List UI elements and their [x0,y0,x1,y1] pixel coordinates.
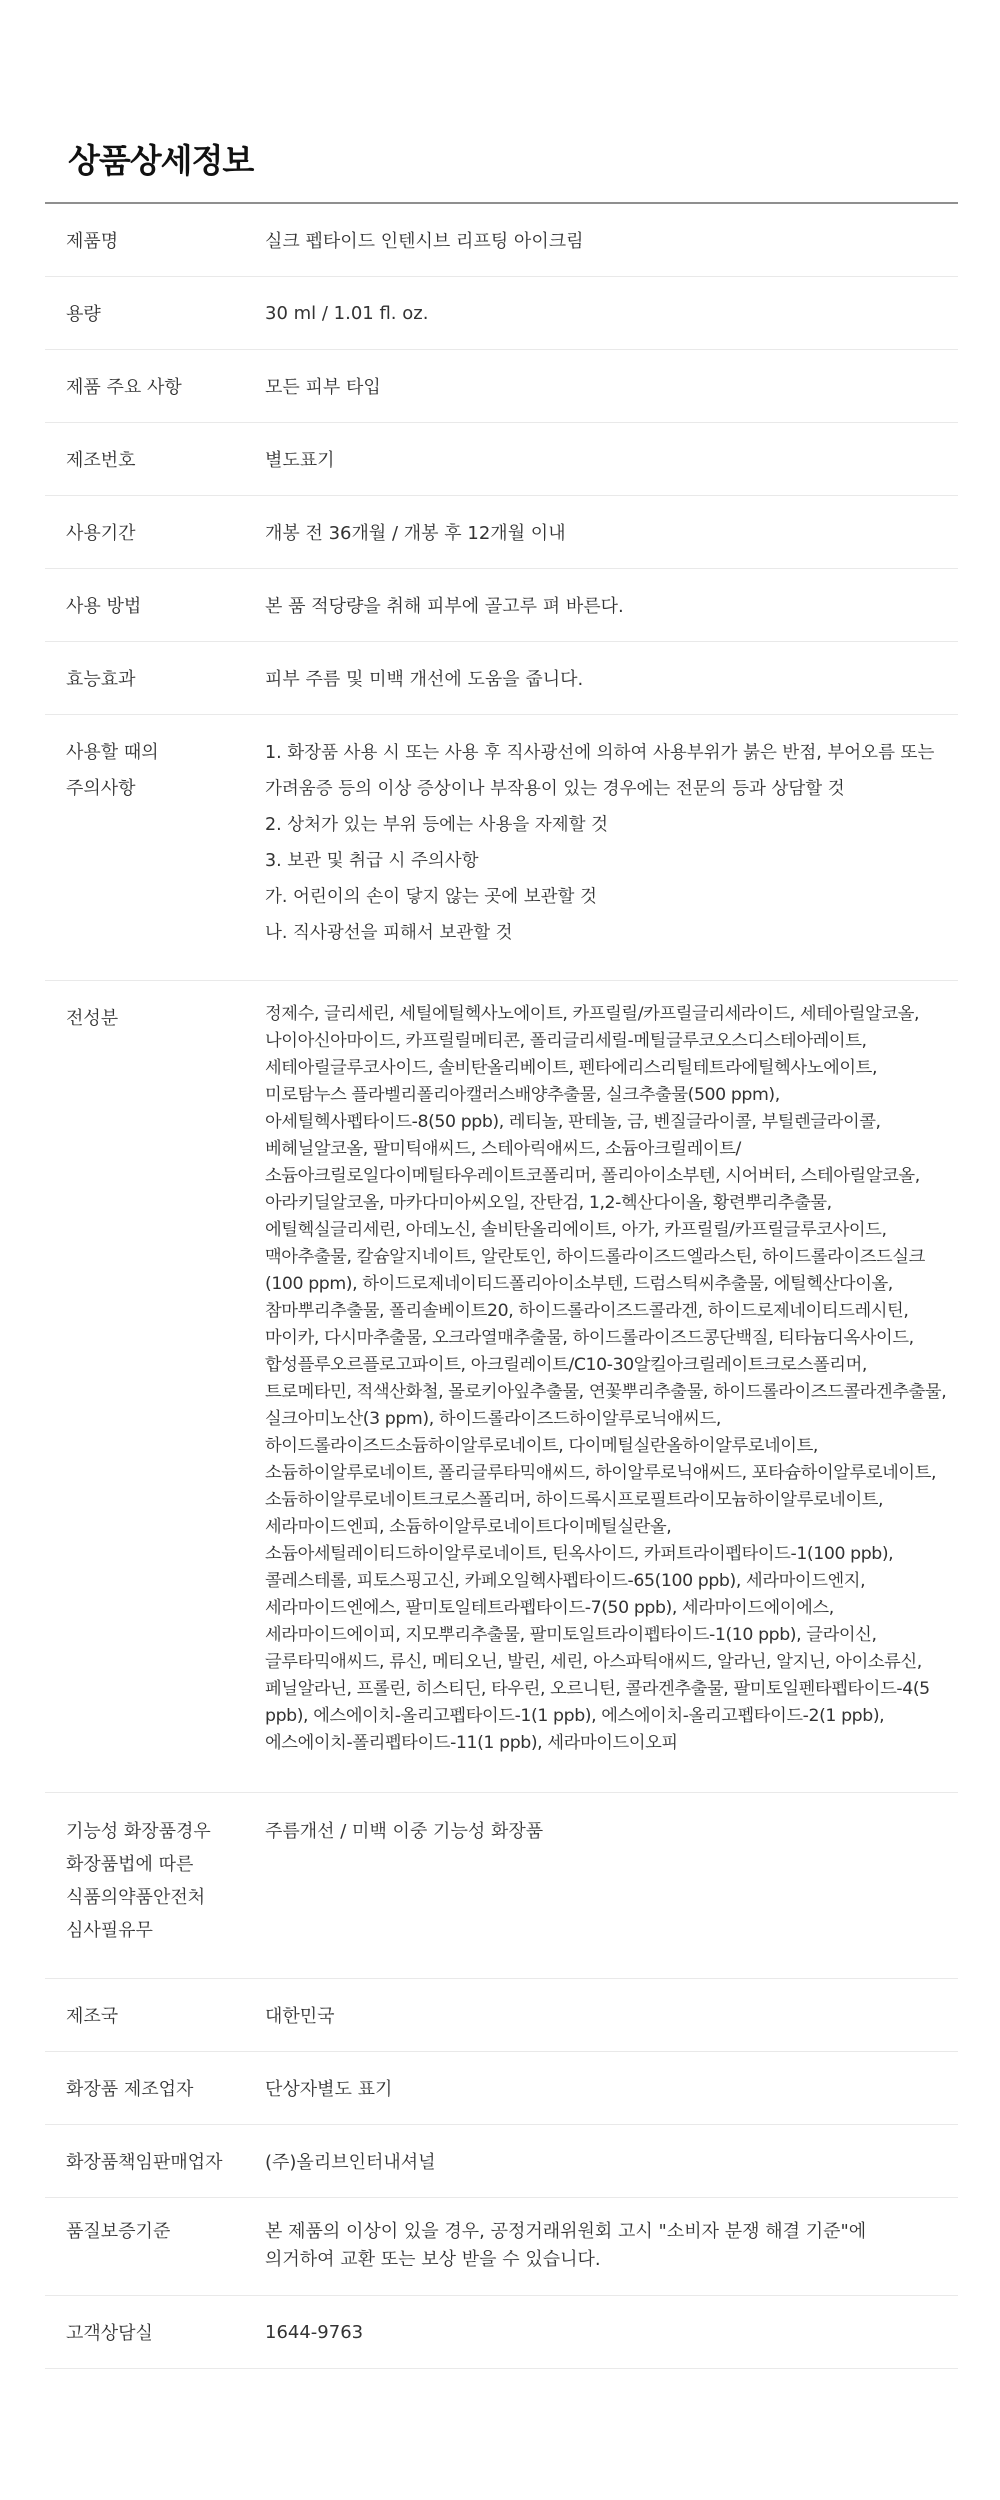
row-label-line: 화장품법에 따른 [66,1854,194,1875]
row-value: 피부 주름 및 미백 개선에 도움을 줍니다. [265,669,584,690]
row-value: 단상자별도 표기 [265,2079,393,2100]
row-label: 제조번호 [66,450,136,471]
row-label-line: 심사필유무 [66,1920,153,1941]
row-value [265,2218,958,2274]
customer-service-phone: 1644-9763 [265,2321,364,2343]
row-functional-cosmetic [45,1793,958,1979]
row-value [265,735,958,951]
row-label: 제품명 [66,231,119,252]
page-title: 상품상세정보 [68,141,254,180]
row-lot-number [45,423,958,496]
row-customer-service [45,2296,958,2369]
row-label-line: 식품의약품안전처 [66,1887,206,1908]
row-label: 화장품책임판매업자 [66,2152,223,2173]
row-usage-period [45,496,958,569]
ingredients-text: 정제수, 글리세린, 세틸에틸헥사노에이트, 카프릴릴/카프릴글리세라이드, 세테아릴알코올, 나이아신아마이드, 카프릴릴메티콘, 폴리글리세릴-메틸글루코오스디스테아레이트, 세테아릴글루코사이드, 솔비탄올리베이트, 펜타에리스리틸테트라에틸헥사노에이트, 미로탐누스 플라벨리폴리아캘러스배양추출물, 실크추출물(500 ppm), 아세틸헥사펩타이드-8(50 ppb), 레티놀, 판테놀, 금, 벤질글라이콜, 부틸렌글라이콜, 베헤닐알코올, 팔미틱애씨드, 스테아릭애씨드, 소듐아크릴레이트/소듐아크릴로일다이메틸타우레이트코폴리머, 폴리아이소부텐, 시어버터, 스테아릴알코올, 아라키딜알코올, 마카다미아씨오일, 잔탄검, 1,2-헥산다이올, 황련뿌리추출물, 에틸헥실글리세린, 아데노신, 솔비탄올리에이트, 아가, 카프릴릴/카프릴글루코사이드, 맥아추출물, 칼슘알지네이트, 알란토인, 하이드롤라이즈드엘라스틴, 하이드롤라이즈드실크(100 ppm), 하이드로제네이티드폴리아이소부텐, 드럼스틱씨추출물, 에틸헥산다이올, 참마뿌리추출물, 폴리솔베이트20, 하이드롤라이즈드콜라겐, 하이드로제네이티드레시틴, 마이카, 다시마추출물, 오크라열매추출물, 하이드롤라이즈드콩단백질, 티타늄디옥사이드, 합성플루오르플로고파이트, 아크릴레이트/C10-30알킬아크릴레이트크로스폴리머, 트로메타민, 적색산화철, 몰로키아잎추출물, 연꽃뿌리추출물, 하이드롤라이즈드콜라겐추출물, 실크아미노산(3 ppm), 하이드롤라이즈드하이알루로닉애씨드, 하이드롤라이즈드소듐하이알루로네이트, 다이메틸실란올하이알루로네이트, 소듐하이알루로네이트, 폴리글루타믹애씨드, 하이알루로닉애씨드, 포타슘하이알루로네이트, 소듐하이알루로네이트크로스폴리머, 하이드록시프로필트라이모늄하이알루로네이트, 세라마이드엔피, 소듐하이알루로네이트다이메틸실란올, 소듐아세틸레이티드하이알루로네이트, 틴옥사이드, 카퍼트라이펩타이드-1(100 ppb), 콜레스테롤, 피토스핑고신, 카페오일헥사펩타이드-65(100 ppb), 세라마이드엔지, 세라마이드엔에스, 팔미토일테트라펩타이드-7(50 ppb), 세라마이드에이에스, 세라마이드에이피, 지모뿌리추출물, 팔미토일트라이펩타이드-1(10 ppb), 글라이신, 글루타믹애씨드, 류신, 메티오닌, 발린, 세린, 아스파틱애씨드, 알라닌, 알지닌, 아이소류신, 페닐알라닌, 프롤린, 히스티딘, 타우린, 오르니틴, 콜라겐추출물, 팔미토일펜타펩타이드-4(5 ppb), 에스에이치-올리고펩타이드-1(1 ppb), 에스에이치-올리고펩타이드-2(1 ppb), 에스에이치-폴리펩타이드-11(1 ppb), 세라마이드이오피 [265,1004,947,1753]
row-label: 효능효과 [66,669,136,690]
row-volume [45,277,958,350]
row-label: 용량 [66,304,101,325]
row-value: (주)올리브인터내셔널 [265,2152,436,2173]
quality-line: 본 제품의 이상이 있을 경우, 공정거래위원회 고시 "소비자 분쟁 해결 기준"에 [265,2221,867,2242]
row-label: 제조국 [66,2006,119,2027]
row-value: 30 ml / 1.01 fl. oz. [265,302,429,324]
row-value: 별도표기 [265,450,335,471]
row-ingredients [45,981,958,1793]
row-label: 제품 주요 사항 [66,377,182,398]
row-label: 화장품 제조업자 [66,2079,194,2100]
row-label-line: 주의사항 [66,778,136,799]
row-label: 사용 방법 [66,596,142,617]
caution-line: 가. 어린이의 손이 닿지 않는 곳에 보관할 것 [265,887,597,907]
caution-line: 3. 보관 및 취급 시 주의사항 [265,851,479,871]
row-efficacy [45,642,958,715]
row-seller [45,2125,958,2198]
row-label: 사용기간 [66,523,136,544]
caution-line: 1. 화장품 사용 시 또는 사용 후 직사광선에 의하여 사용부위가 붉은 반점, 부어오름 또는 [265,743,935,763]
caution-line: 가려움증 등의 이상 증상이나 부작용이 있는 경우에는 전문의 등과 상담할 것 [265,779,845,799]
row-country [45,1979,958,2052]
quality-line: 의거하여 교환 또는 보상 받을 수 있습니다. [265,2249,601,2270]
row-manufacturer [45,2052,958,2125]
row-value: 주름개선 / 미백 이중 기능성 화장품 [265,1821,544,1842]
row-label: 고객상담실 [66,2323,153,2344]
row-value: 본 품 적당량을 취해 피부에 골고루 펴 바른다. [265,596,624,617]
row-value: 개봉 전 36개월 / 개봉 후 12개월 이내 [265,523,566,544]
caution-line: 2. 상처가 있는 부위 등에는 사용을 자제할 것 [265,815,609,835]
row-product-name [45,204,958,277]
row-label [45,1815,265,1947]
row-value: 대한민국 [265,2006,335,2027]
row-key-spec [45,350,958,423]
row-label-line: 기능성 화장품경우 [66,1821,211,1842]
row-value: 모든 피부 타입 [265,377,381,398]
caution-line: 나. 직사광선을 피해서 보관할 것 [265,923,513,943]
row-label-line: 사용할 때의 [66,742,159,763]
row-label [45,735,265,807]
row-value: 실크 펩타이드 인텐시브 리프팅 아이크림 [265,231,584,252]
row-how-to-use [45,569,958,642]
product-info-table [45,204,958,2369]
row-label: 품질보증기준 [66,2221,171,2242]
row-quality-standard [45,2198,958,2296]
row-label: 전성분 [66,1008,119,1029]
row-caution [45,715,958,981]
